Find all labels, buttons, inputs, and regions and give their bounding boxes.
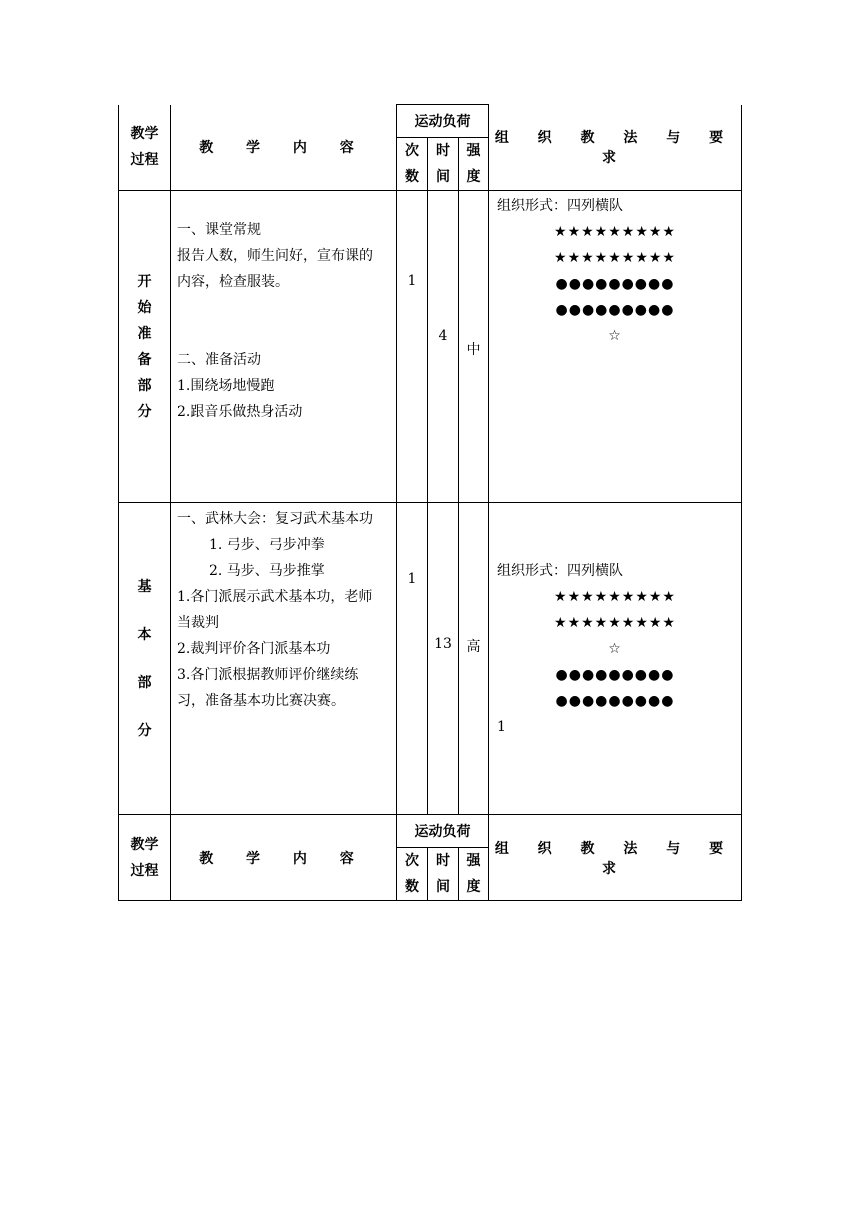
formation-row: ★★★★★★★★★ — [554, 589, 676, 605]
section-basic-intensity: 高 — [459, 503, 489, 815]
formation-row: ●●●●●●●●● — [555, 302, 675, 318]
section-start-name: 开 始 准 备 部 分 — [119, 191, 171, 503]
header-load: 运动负荷 — [397, 105, 489, 138]
section-basic-content — [171, 503, 397, 815]
formation-row: ●●●●●●●●● — [555, 667, 675, 683]
header-content: 教 学 内 容 — [171, 105, 397, 191]
content-line: 2. 马步、马步推掌 — [209, 563, 325, 579]
section-start-content — [171, 191, 397, 503]
section-basic-org — [489, 503, 742, 815]
section-basic-count: 1 — [397, 503, 428, 815]
header-time: 时 间 — [428, 138, 459, 191]
lesson-plan-table — [118, 104, 742, 901]
header-process-line: 教学 — [130, 126, 159, 143]
content-line: 3.各门派根据教师评价继续练 — [177, 667, 359, 683]
header-intensity-repeat: 强 度 — [459, 848, 489, 901]
content-line: 1. 弓步、弓步冲拳 — [209, 537, 325, 553]
header-count-repeat: 次 数 — [397, 848, 428, 901]
section-start-intensity: 中 — [459, 191, 489, 503]
header-content-repeat: 教 学 内 容 — [171, 815, 397, 901]
header-process-repeat: 教学 过程 — [119, 815, 171, 901]
header-count: 次 数 — [397, 138, 428, 191]
org-title: 组织形式：四列横队 — [497, 563, 623, 579]
teacher-marker: ☆ — [608, 328, 622, 344]
content-line: 内容，检查服装。 — [177, 274, 289, 290]
header-process — [119, 105, 171, 191]
content-line: 1.各门派展示武术基本功，老师 — [177, 589, 373, 605]
header-process-line: 过程 — [130, 152, 159, 169]
header-load-repeat: 运动负荷 — [397, 815, 489, 848]
content-line: 当裁判 — [177, 615, 219, 631]
teacher-marker: ☆ — [608, 641, 622, 657]
org-title: 组织形式：四列横队 — [497, 198, 623, 214]
content-line: 习，准备基本功比赛决赛。 — [177, 693, 345, 709]
content-line: 2.跟音乐做热身活动 — [177, 404, 303, 420]
header-intensity: 强 度 — [459, 138, 489, 191]
formation-row: ★★★★★★★★★ — [554, 250, 676, 266]
formation-row: ●●●●●●●●● — [555, 693, 675, 709]
section-start-count: 1 — [397, 191, 428, 503]
content-line: 2.裁判评价各门派基本功 — [177, 641, 331, 657]
formation-row: ★★★★★★★★★ — [554, 224, 676, 240]
section-basic-name: 基 本 部 分 — [119, 503, 171, 815]
header-time-repeat: 时 间 — [428, 848, 459, 901]
header-method: 组 织 教 法 与 要 求 — [489, 105, 742, 191]
content-line: 报告人数，师生问好，宣布课的 — [177, 248, 373, 264]
content-line: 一、武林大会：复习武术基本功 — [177, 511, 373, 527]
content-line: 1.围绕场地慢跑 — [177, 378, 275, 394]
org-extra: 1 — [497, 719, 506, 735]
content-line: 二、准备活动 — [177, 352, 261, 368]
section-start-org — [489, 191, 742, 503]
section-basic-time: 13 — [428, 503, 459, 815]
formation-row: ★★★★★★★★★ — [554, 615, 676, 631]
section-start-time: 4 — [428, 191, 459, 503]
formation-row: ●●●●●●●●● — [555, 276, 675, 292]
header-method-repeat: 组 织 教 法 与 要 求 — [489, 815, 742, 901]
content-line: 一、课堂常规 — [177, 222, 261, 238]
